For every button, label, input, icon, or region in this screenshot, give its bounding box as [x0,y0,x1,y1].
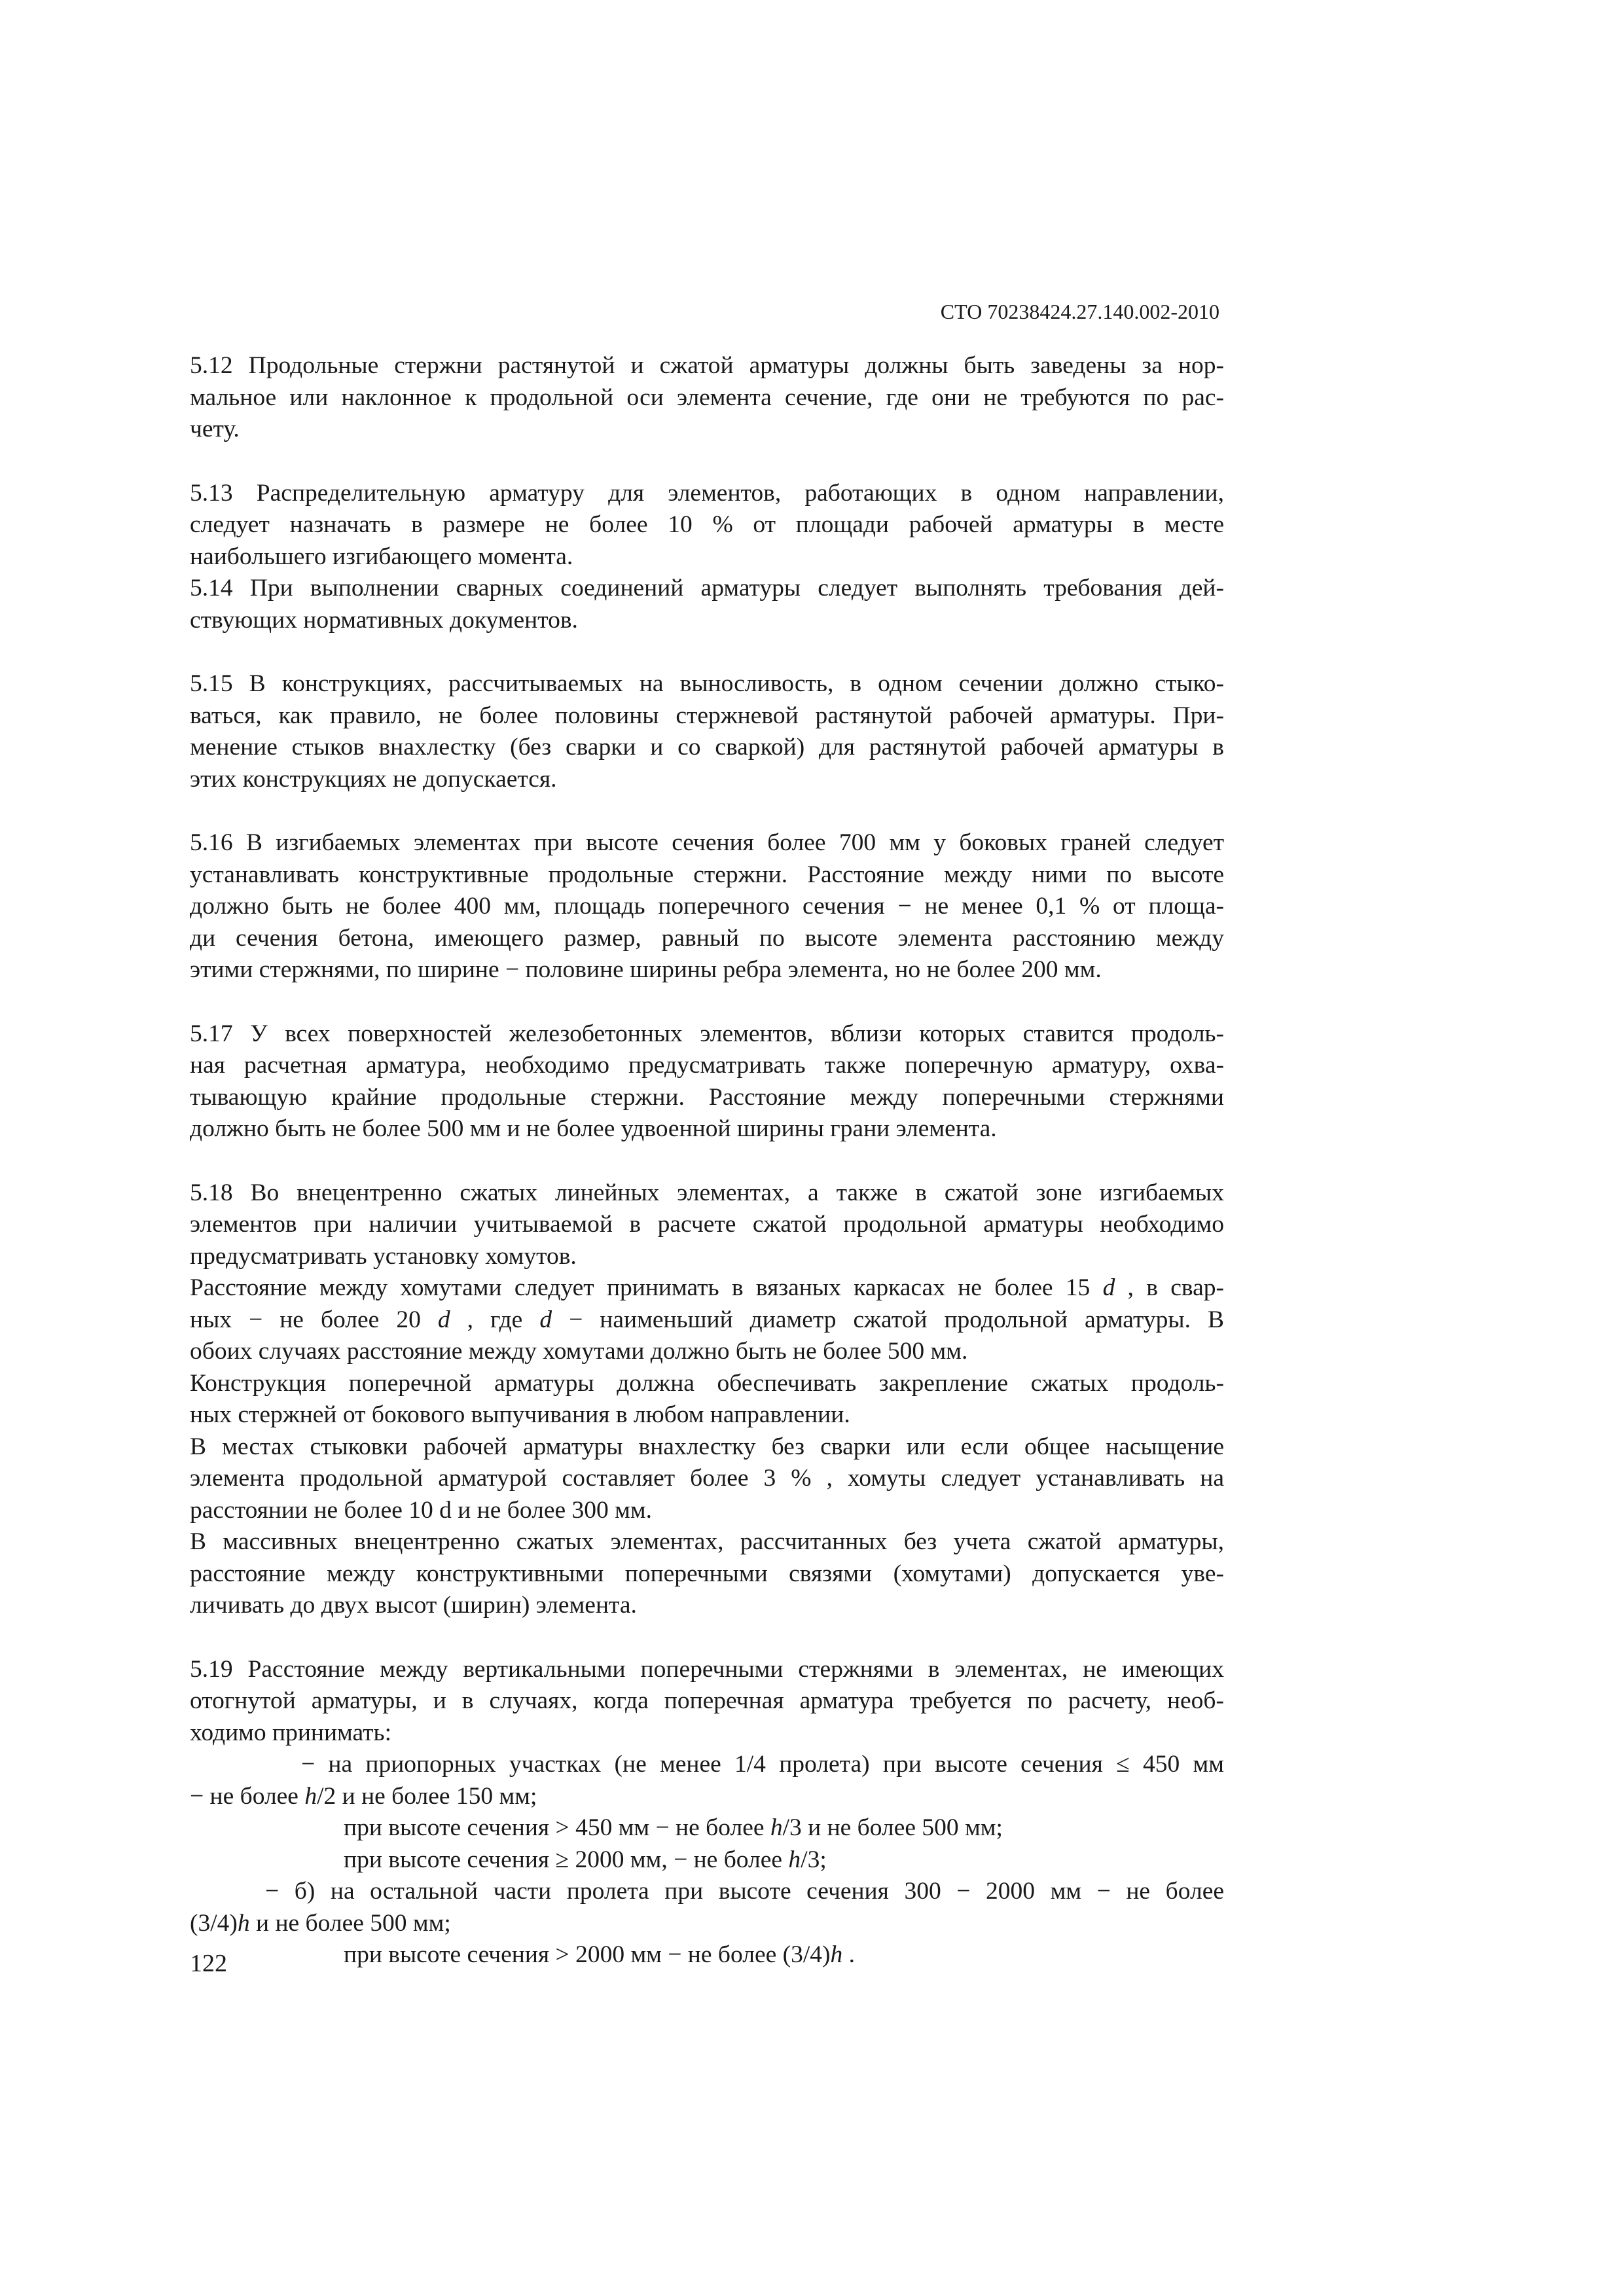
text-line: Конструкция поперечной арматуры должна обеспечивать закрепление сжатых продоль- [190,1369,1224,1397]
text-line: обоих случаях расстояние между хомутами должно быть не более 500 мм. [190,1338,968,1365]
paragraph-5-18 [190,1177,1224,1622]
text-line: ствующих нормативных документов. [190,606,578,634]
paragraph-5-15 [190,668,1224,795]
text-line: 5.12 Продольные стержни растянутой и сжатой арматуры должны быть заведены за нор- [190,352,1224,379]
text-line: ных стержней от бокового выпучивания в любом направлении. [190,1401,850,1428]
text-line: расстоянии не более 10 d и не более 300 мм. [190,1496,652,1524]
text-line: 5.13 Распределительную арматуру для элементов, работающих в одном направлении, [190,479,1224,507]
text-line: должно быть не более 500 мм и не более удвоенной ширины грани элемента. [190,1115,997,1142]
text-line: 5.17 У всех поверхностей железобетонных элементов, вблизи которых ставится продоль- [190,1020,1224,1047]
paragraph-5-12 [190,350,1224,446]
list-item-line: при высоте сечения ≥ 2000 мм, − не более h/3; [344,1846,827,1873]
text-line: ваться, как правило, не более половины стержневой растянутой рабочей арматуры. При- [190,702,1224,729]
text-line: мальное или наклонное к продольной оси элемента сечение, где они не требуются по рас- [190,384,1224,411]
text-line: ная расчетная арматура, необходимо предусматривать также поперечную арматуру, охва- [190,1052,1224,1079]
list-item-line: − не более h/2 и не более 150 мм; [190,1782,537,1810]
text-line: элементов при наличии учитываемой в расчете сжатой продольной арматуры необходимо [190,1211,1224,1238]
paragraph-5-17 [190,1018,1224,1145]
text-line: личивать до двух высот (ширин) элемента. [190,1592,637,1619]
text-line: предусматривать установку хомутов. [190,1242,577,1270]
paragraph-5-13 [190,478,1224,573]
paragraph-5-19 [190,1654,1224,1971]
text-line: 5.19 Расстояние между вертикальными поперечными стержнями в элементах, не имеющих [190,1655,1224,1683]
text-line: следует назначать в размере не более 10 % от площади рабочей арматуры в месте [190,511,1224,538]
text-line: ди сечения бетона, имеющего размер, равный по высоте элемента расстоянию между [190,924,1224,952]
text-line: 5.16 В изгибаемых элементах при высоте сечения более 700 мм у боковых граней следует [190,829,1224,856]
text-line: отогнутой арматуры, и в случаях, когда поперечная арматура требуется по расчету, необ- [190,1687,1224,1714]
text-line: тывающую крайние продольные стержни. Расстояние между поперечными стержнями [190,1083,1224,1111]
list-item-line: − б) на остальной части пролета при высоте сечения 300 − 2000 мм − не более [265,1878,1224,1905]
list-item-line: − на приопорных участках (не менее 1/4 пролета) при высоте сечения ≤ 450 мм [301,1751,1224,1778]
document-body [190,350,1224,1971]
text-line: 5.14 При выполнении сварных соединений арматуры следует выполнять требования дей- [190,575,1224,601]
paragraph-5-16 [190,827,1224,986]
document-code-header: СТО 70238424.27.140.002-2010 [940,300,1219,323]
text-line: менение стыков внахлестку (без сварки и со сваркой) для растянутой рабочей арматуры в [190,734,1224,761]
text-line: расстояние между конструктивными поперечными связями (хомутами) допускается уве- [190,1560,1224,1587]
text-line: должно быть не более 400 мм, площадь поперечного сечения − не менее 0,1 % от площа- [190,893,1224,920]
text-line: элемента продольной арматурой составляет более 3 % , хомуты следует устанавливать на [190,1465,1224,1492]
list-item-line: при высоте сечения > 450 мм − не более h/3 и не более 500 мм; [344,1814,1003,1841]
text-line: этих конструкциях не допускается. [190,765,557,793]
text-line: Расстояние между хомутами следует принимать в вязаных каркасах не более 15 d , в свар- [190,1274,1224,1301]
text-line: В массивных внецентренно сжатых элементах, рассчитанных без учета сжатой арматуры, [190,1528,1224,1555]
list-item-line: при высоте сечения > 2000 мм − не более (3/4)h . [344,1941,855,1968]
text-line: этими стержнями, по ширине − половине ширины ребра элемента, но не более 200 мм. [190,956,1102,983]
text-line: устанавливать конструктивные продольные стержни. Расстояние между ними по высоте [190,861,1224,888]
text-line: чету. [190,416,240,442]
text-line: ных − не более 20 d , где d − наименьший диаметр сжатой продольной арматуры. В [190,1306,1224,1333]
text-line: В местах стыковки рабочей арматуры внахлестку без сварки или если общее насыщение [190,1433,1224,1460]
text-line: 5.15 В конструкциях, рассчитываемых на выносливость, в одном сечении должно стыко- [190,670,1224,697]
text-line: 5.18 Во внецентренно сжатых линейных элементах, а также в сжатой зоне изгибаемых [190,1179,1224,1206]
text-line: наибольшего изгибающего момента. [190,543,573,570]
page-number: 122 [190,1950,227,1977]
paragraph-5-14 [190,573,1224,636]
text-line: ходимо принимать: [190,1719,392,1746]
list-item-line: (3/4)h и не более 500 мм; [190,1909,451,1937]
